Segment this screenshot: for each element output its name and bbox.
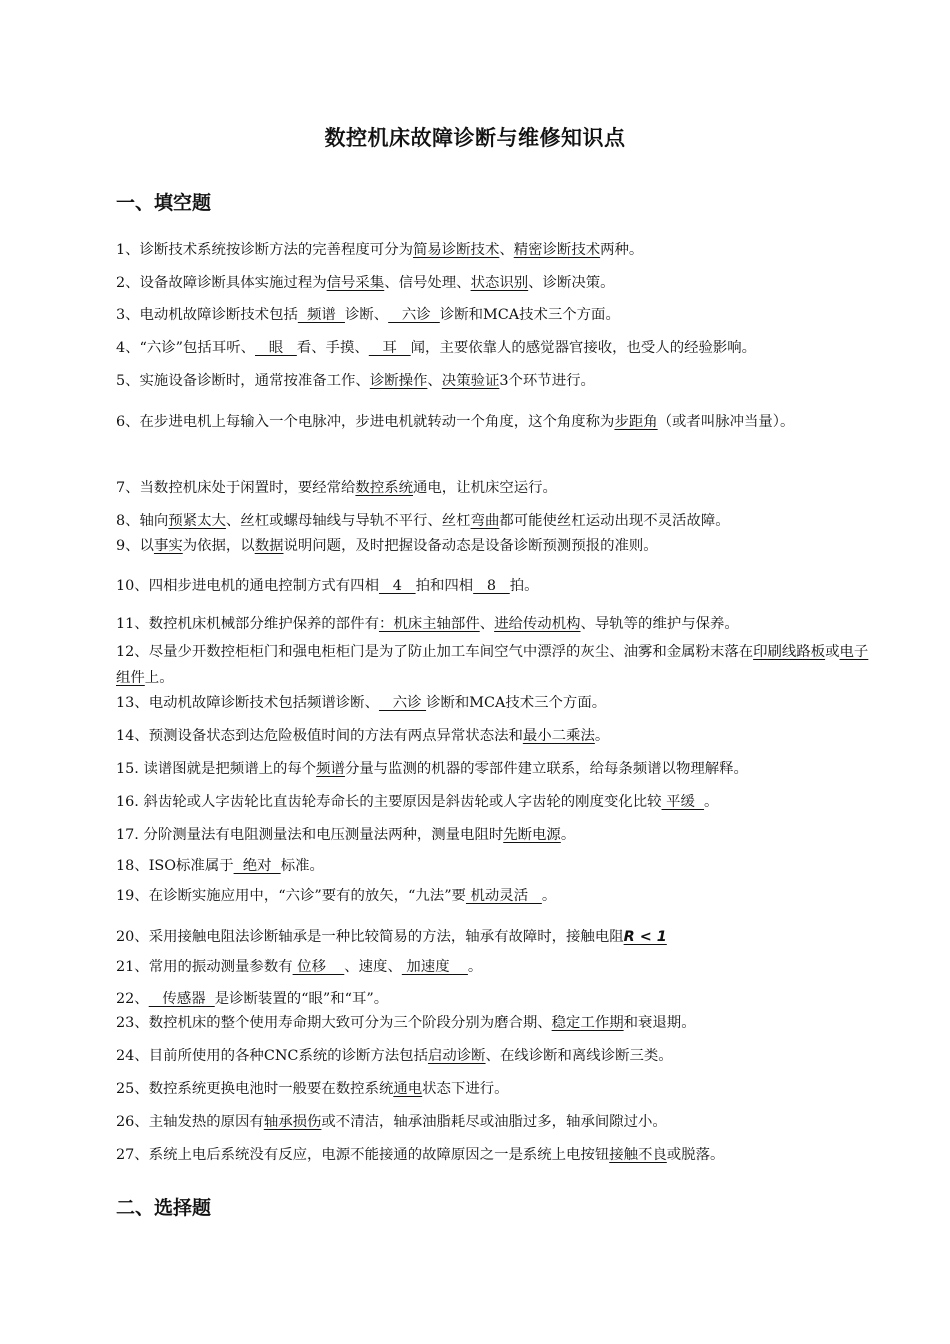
answer-blank: 预紧太大 [168, 513, 226, 529]
question-24: 24、目前所使用的各种CNC系统的诊断方法包括启动诊断、在线诊断和离线诊断三类。 [116, 1048, 673, 1064]
question-21: 21、常用的振动测量参数有 位移 、速度、 加速度 。 [116, 959, 483, 975]
question-26: 26、主轴发热的原因有轴承损伤或不清洁，轴承油脂耗尽或油脂过多，轴承间隙过小。 [116, 1114, 667, 1130]
answer-blank: 8 [473, 578, 510, 594]
question-12: 12、尽量少开数控柜柜门和强电柜柜门是为了防止加工车间空气中漂浮的灰尘、油雾和金属粉末落在印刷线路板或电子组件上。 [116, 644, 869, 686]
answer-blank: 频谱 [297, 307, 345, 323]
answer-blank: 绝对 [233, 858, 281, 874]
answer-blank: 稳定工作期 [551, 1015, 624, 1031]
answer-blank: ：机床主轴部件 [378, 616, 480, 632]
question-27: 27、系统上电后系统没有反应，电源不能接通的故障原因之一是系统上电按钮接触不良或脱落。 [116, 1147, 725, 1163]
question-9: 9、以事实为依据，以数据说明问题，及时把握设备动态是设备诊断预测预报的准则。 [116, 538, 658, 554]
answer-blank: 简易诊断技术 [412, 242, 500, 258]
question-15: 15. 读谱图就是把频谱上的每个频谱分量与监测的机器的零部件建立联系，给每条频谱以物理解释。 [116, 761, 748, 777]
answer-blank: R < 1 [623, 929, 667, 945]
question-25: 25、数控系统更换电池时一般要在数控系统通电状态下进行。 [116, 1081, 509, 1097]
answer-blank: 六诊 [378, 695, 427, 711]
question-4: 4、“六诊”包括耳听、 眼 看、手摸、 耳 闻，主要依靠人的感觉器官接收，也受人的经验影响。 [116, 340, 757, 356]
answer-blank: 传感器 [148, 991, 215, 1007]
answer-blank: 眼 [255, 340, 297, 356]
page-title: 数控机床故障诊断与维修知识点 [324, 126, 626, 150]
answer-blank: 接触不良 [609, 1147, 667, 1163]
answer-blank: 先断电源 [503, 827, 561, 843]
answer-blank: 六诊 [388, 307, 440, 323]
question-13: 13、电动机故障诊断技术包括频谱诊断、 六诊 诊断和MCA技术三个方面。 [116, 695, 607, 711]
question-18: 18、ISO标准属于 绝对 标准。 [116, 858, 324, 874]
question-19: 19、在诊断实施应用中，“六诊”要有的放矢，“九法”要 机动灵活 。 [116, 888, 557, 904]
answer-blank: 决策验证 [441, 373, 500, 389]
answer-blank: 通电 [393, 1081, 423, 1097]
answer-blank: 数据 [254, 538, 284, 554]
answer-blank: 状态识别 [470, 275, 529, 291]
question-10: 10、四相步进电机的通电控制方式有四相 4 拍和四相 8 拍。 [116, 578, 539, 594]
question-23: 23、数控机床的整个使用寿命期大致可分为三个阶段分别为磨合期、稳定工作期和衰退期。 [116, 1015, 696, 1031]
answer-blank: 启动诊断 [427, 1048, 486, 1064]
answer-blank: 精密诊断技术 [513, 242, 601, 258]
question-20: 20、采用接触电阻法诊断轴承是一种比较简易的方法，轴承有故障时，接触电阻R < 1 [116, 929, 667, 945]
answer-blank: 电子组件 [116, 644, 869, 686]
question-1: 1、诊断技术系统按诊断方法的完善程度可分为简易诊断技术、精密诊断技术两种。 [116, 242, 644, 258]
question-7: 7、当数控机床处于闲置时，要经常给数控系统通电，让机床空运行。 [116, 480, 557, 496]
answer-blank: 频谱 [316, 761, 345, 777]
answer-blank: 数控系统 [355, 480, 413, 496]
question-17: 17. 分阶测量法有电阻测量法和电压测量法两种，测量电阻时先断电源。 [116, 827, 576, 843]
question-14: 14、预测设备状态到达危险极值时间的方法有两点异常状态法和最小二乘法。 [116, 728, 610, 744]
question-16: 16. 斜齿轮或人字齿轮比直齿轮寿命长的主要原因是斜齿轮或人字齿轮的刚度变化比较 平缓 。 [116, 794, 719, 810]
answer-blank: 4 [378, 578, 416, 594]
answer-blank: 最小二乘法 [522, 728, 595, 744]
answer-blank: 机动灵活 [465, 888, 542, 904]
section-heading-multiple-choice: 二、选择题 [116, 1197, 212, 1219]
section-heading-fill-blank: 一、填空题 [116, 192, 212, 214]
answer-blank: 弯曲 [470, 513, 500, 529]
answer-blank: 印刷线路板 [753, 644, 826, 660]
question-11: 11、数控机床机械部分维护保养的部件有：机床主轴部件、进给传动机构、导轨等的维护与保养。 [116, 616, 739, 632]
question-5: 5、实施设备诊断时，通常按准备工作、诊断操作、决策验证3个环节进行。 [116, 373, 595, 389]
answer-blank: 耳 [368, 340, 411, 356]
answer-blank: 步距角 [614, 414, 658, 430]
question-6: 6、在步进电机上每输入一个电脉冲，步进电机就转动一个角度，这个角度称为步距角（或者叫脉冲当量）。 [116, 414, 795, 430]
answer-blank: 诊断操作 [369, 373, 428, 389]
answer-blank: 加速度 [401, 959, 468, 975]
question-3: 3、电动机故障诊断技术包括 频谱 诊断、 六诊 诊断和MCA技术三个方面。 [116, 307, 620, 323]
answer-blank: 进给传动机构 [494, 616, 581, 632]
question-8: 8、轴向预紧太大、丝杠或螺母轴线与导轨不平行、丝杠弯曲都可能使丝杠运动出现不灵活故障。 [116, 513, 730, 529]
answer-blank: 平缓 [661, 794, 705, 810]
answer-blank: 位移 [292, 959, 345, 975]
answer-blank: 轴承损伤 [263, 1114, 322, 1130]
question-22: 22、 传感器 是诊断装置的“眼”和“耳”。 [116, 991, 389, 1007]
answer-blank: 信号采集 [326, 275, 385, 291]
answer-blank: 事实 [153, 538, 183, 554]
question-2: 2、设备故障诊断具体实施过程为信号采集、信号处理、状态识别、诊断决策。 [116, 275, 615, 291]
